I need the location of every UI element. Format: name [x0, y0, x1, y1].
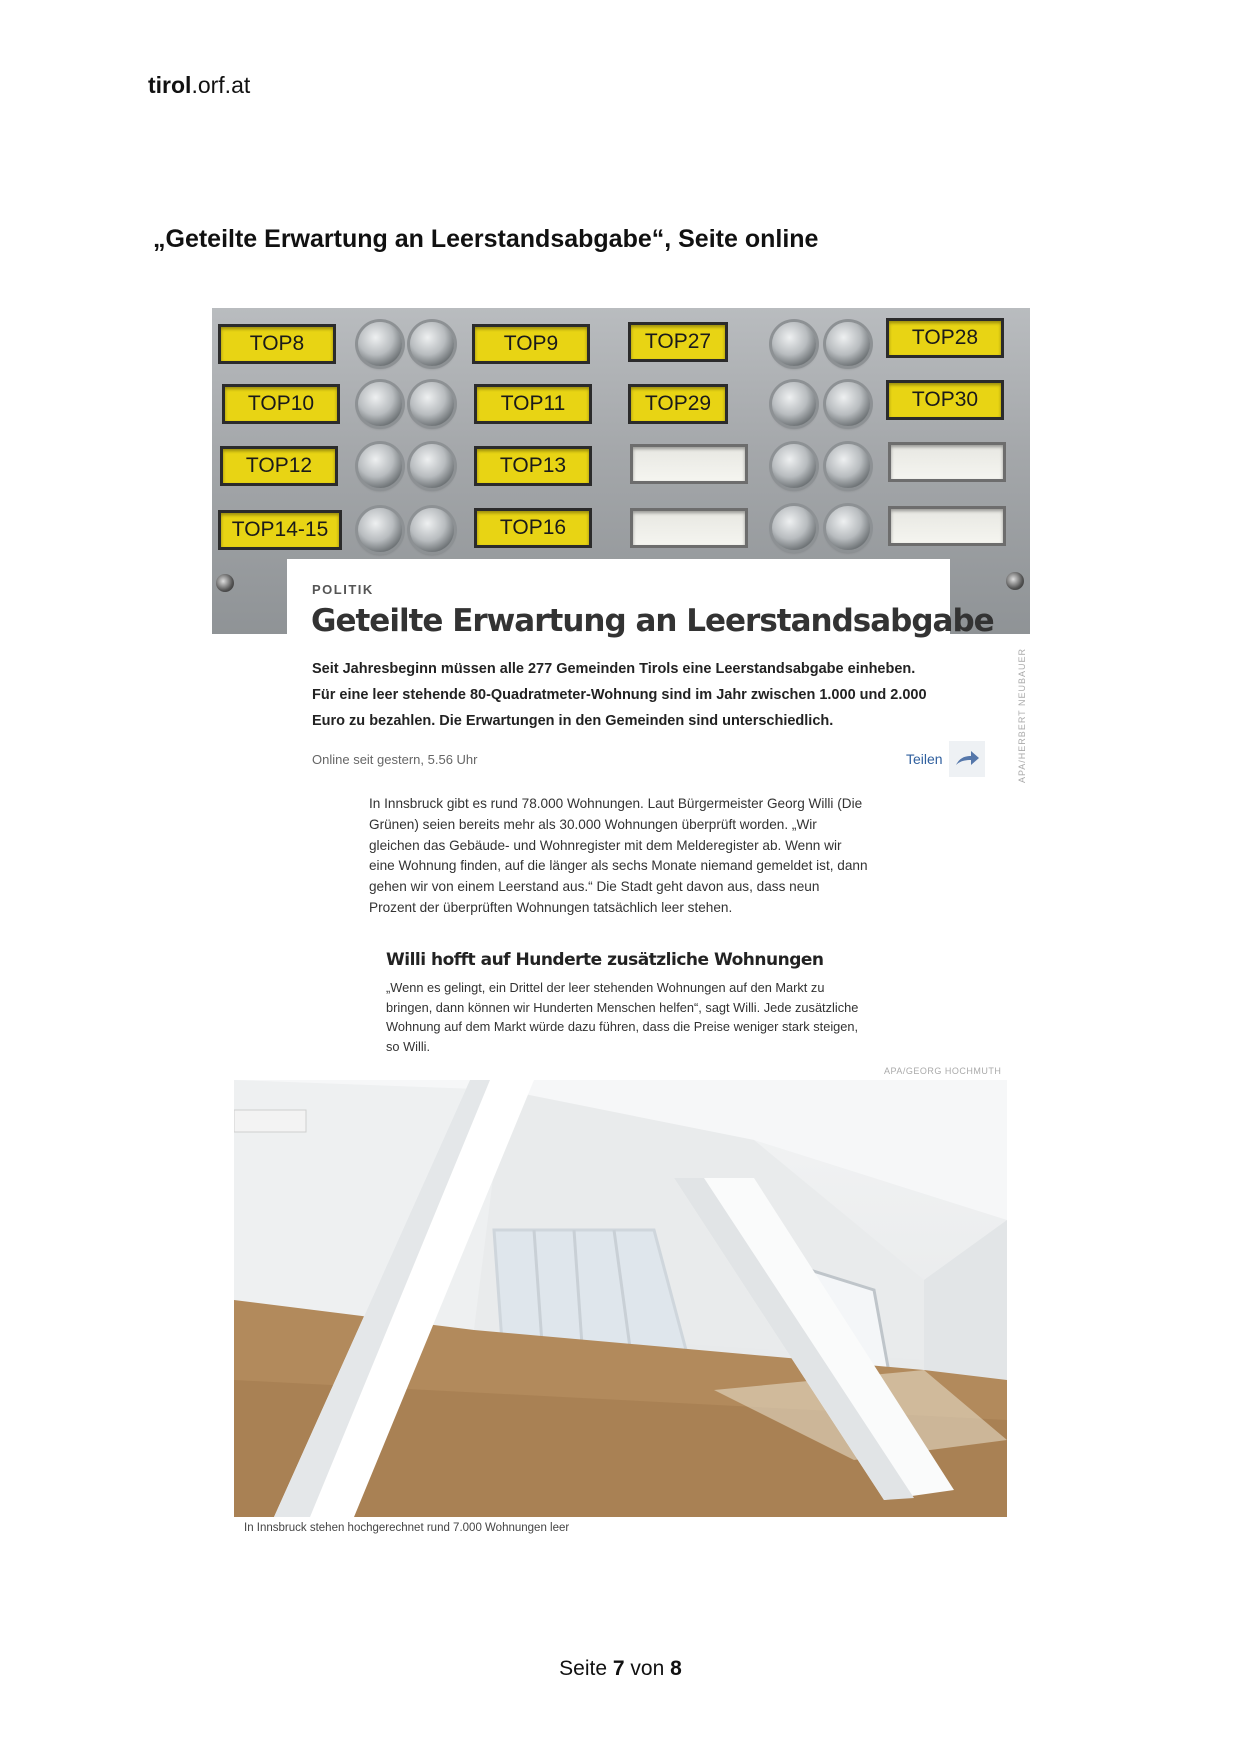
doorbell-label: TOP11	[474, 384, 592, 424]
page-number	[0, 1657, 1241, 1681]
doorbell-button	[410, 508, 454, 552]
article-body: In Innsbruck gibt es rund 78.000 Wohnungen. Laut Bürgermeister Georg Willi (Die Grünen) seien bereits mehr als 30.000 Wohnungen überprüft worden. „Wir gleichen das Gebäude- und Wohnregister mit dem Melderegister ab. Wenn wir eine Wohnung finden, auf die länger als sechs Monate niemand gemeldet ist, dann gehen wir von einem Leerstand aus.“ Die Stadt geht davon aus, dass neun Prozent der überprüften Wohnungen tatsächlich leer stehen.	[369, 796, 868, 915]
doorbell-label-blank	[630, 508, 748, 548]
doorbell-label: TOP12	[220, 446, 338, 486]
article-lead: Seit Jahresbeginn müssen alle 277 Gemeinden Tirols eine Leerstandsabgabe einheben. Für eine leer stehende 80-Quadratmeter-Wohnung sind im Jahr zwischen 1.000 und 2.000 Euro zu bezahlen. Die Erwartungen in den Gemeinden sind unterschiedlich.	[312, 661, 927, 729]
doorbell-label: TOP30	[886, 380, 1004, 420]
doorbell-button	[826, 444, 870, 488]
doorbell-button	[410, 444, 454, 488]
doorbell-button	[358, 508, 402, 552]
doorbell-label: TOP29	[628, 384, 728, 424]
doorbell-button	[410, 382, 454, 426]
doorbell-label: TOP9	[472, 324, 590, 364]
screw-icon	[1006, 572, 1024, 590]
photo-credit: APA/HERBERT NEUBAUER	[1017, 648, 1027, 784]
article-subheading: Willi hofft auf Hunderte zusätzliche Wohnungen	[386, 950, 824, 970]
article-timestamp: Online seit gestern, 5.56 Uhr	[312, 752, 478, 767]
doorbell-button	[772, 382, 816, 426]
doorbell-label-blank	[888, 506, 1006, 546]
doorbell-label: TOP8	[218, 324, 336, 364]
page-number-prefix: Seite	[559, 1657, 608, 1680]
doorbell-label: TOP16	[474, 508, 592, 548]
article-headline: Geteilte Erwartung an Leerstandsabgabe	[311, 603, 994, 639]
photo-caption: In Innsbruck stehen hochgerechnet rund 7.000 Wohnungen leer	[244, 1522, 570, 1534]
site-brand-bold: tirol	[148, 72, 192, 98]
doorbell-label-blank	[630, 444, 748, 484]
document-title: „Geteilte Erwartung an Leerstandsabgabe“, Seite online	[153, 225, 819, 253]
site-brand	[148, 72, 250, 99]
attic-apartment-photo	[234, 1080, 1007, 1517]
doorbell-label: TOP14-15	[218, 510, 342, 550]
article-subheading-body: „Wenn es gelingt, ein Drittel der leer stehenden Wohnungen auf den Markt zu bringen, dann können wir Hunderten Menschen helfen“, sagt Willi. Jede zusätzliche Wohnung auf dem Markt würde dazu führen, dass die Preise weniger stark steigen, so Willi.	[386, 980, 859, 1054]
doorbell-label: TOP28	[886, 318, 1004, 358]
doorbell-button	[826, 382, 870, 426]
doorbell-button	[826, 506, 870, 550]
article-category: POLITIK	[312, 582, 374, 597]
doorbell-button	[358, 322, 402, 366]
share-arrow-icon	[949, 741, 985, 777]
photo-credit: APA/GEORG HOCHMUTH	[884, 1066, 1002, 1076]
site-brand-rest: .orf.at	[191, 72, 251, 98]
page-number-current: 7	[612, 1657, 625, 1680]
doorbell-button	[772, 506, 816, 550]
share-label: Teilen	[906, 751, 943, 767]
doorbell-button	[410, 322, 454, 366]
page-number-total: 8	[670, 1657, 682, 1680]
doorbell-button	[772, 322, 816, 366]
screw-icon	[216, 574, 234, 592]
doorbell-button	[358, 444, 402, 488]
doorbell-label-blank	[888, 442, 1006, 482]
page-number-middle: von	[630, 1657, 665, 1680]
doorbell-button	[772, 444, 816, 488]
doorbell-button	[358, 382, 402, 426]
share-button[interactable]	[906, 741, 985, 777]
doorbell-label: TOP13	[474, 446, 592, 486]
doorbell-label: TOP10	[222, 384, 340, 424]
doorbell-button	[826, 322, 870, 366]
doorbell-label: TOP27	[628, 322, 728, 362]
